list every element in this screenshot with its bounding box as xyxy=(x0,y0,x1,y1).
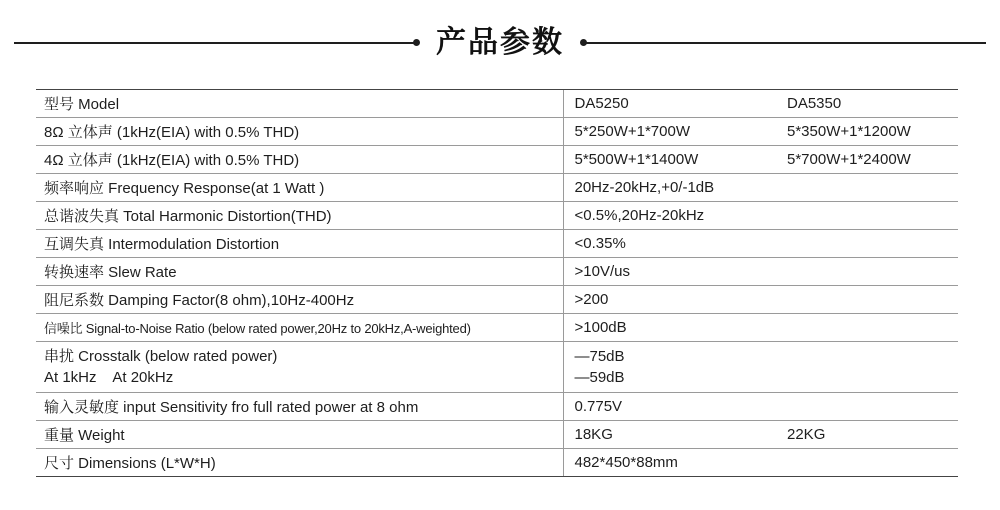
header-rule-left xyxy=(14,42,414,44)
table-row xyxy=(36,118,958,146)
table-row xyxy=(36,174,958,202)
spec-value: 5*500W+1*1400W xyxy=(563,146,787,174)
spec-value: >100dB xyxy=(563,314,958,342)
spec-value: <0.5%,20Hz-20kHz xyxy=(563,202,958,230)
spec-value: >10V/us xyxy=(563,258,958,286)
spec-label: 4Ω 立体声 (1kHz(EIA) with 0.5% THD) xyxy=(36,146,563,174)
spec-value-multiline xyxy=(563,342,958,393)
spec-label: 型号 Model xyxy=(36,90,563,118)
table-row xyxy=(36,393,958,421)
table-row xyxy=(36,286,958,314)
table-row xyxy=(36,342,958,393)
spec-value: —59dB xyxy=(574,369,625,386)
page-title: 产品参数 xyxy=(436,25,564,60)
spec-value: DA5250 xyxy=(563,90,787,118)
spec-value: <0.35% xyxy=(563,230,958,258)
spec-value: 482*450*88mm xyxy=(563,449,958,477)
table-row xyxy=(36,449,958,477)
spec-value: 20Hz-20kHz,+0/-1dB xyxy=(563,174,958,202)
spec-value: 5*250W+1*700W xyxy=(563,118,787,146)
spec-value: >200 xyxy=(563,286,958,314)
spec-label: 总谐波失真 Total Harmonic Distortion(THD) xyxy=(36,202,563,230)
spec-value: 0.775V xyxy=(563,393,958,421)
spec-value: 18KG xyxy=(563,421,787,449)
table-row xyxy=(36,146,958,174)
spec-label: 频率响应 Frequency Response(at 1 Watt ) xyxy=(36,174,563,202)
spec-label: 互调失真 Intermodulation Distortion xyxy=(36,230,563,258)
spec-label: 信噪比 Signal-to-Noise Ratio (below rated power,20Hz to 20kHz,A-weighted) xyxy=(36,314,563,342)
table-row xyxy=(36,230,958,258)
spec-label: 8Ω 立体声 (1kHz(EIA) with 0.5% THD) xyxy=(36,118,563,146)
spec-label: 转换速率 Slew Rate xyxy=(36,258,563,286)
spec-label: 重量 Weight xyxy=(36,421,563,449)
spec-value-alt: 5*700W+1*2400W xyxy=(787,146,958,174)
table-row xyxy=(36,90,958,118)
spec-value-alt: 22KG xyxy=(787,421,958,449)
table-row xyxy=(36,421,958,449)
spec-label: 输入灵敏度 input Sensitivity fro full rated power at 8 ohm xyxy=(36,393,563,421)
spec-label: 尺寸 Dimensions (L*W*H) xyxy=(36,449,563,477)
spec-table xyxy=(36,89,958,477)
spec-value: —75dB xyxy=(574,348,625,365)
spec-value-alt: DA5350 xyxy=(787,90,958,118)
spec-sublabel: At 1kHz At 20kHz xyxy=(44,369,174,386)
header-dot-left xyxy=(413,39,420,46)
spec-label-multiline xyxy=(36,342,563,393)
table-row xyxy=(36,314,958,342)
spec-label: 阻尼系数 Damping Factor(8 ohm),10Hz-400Hz xyxy=(36,286,563,314)
table-row xyxy=(36,202,958,230)
spec-value-alt: 5*350W+1*1200W xyxy=(787,118,958,146)
spec-label: 串扰 Crosstalk (below rated power) xyxy=(44,348,278,365)
table-row xyxy=(36,258,958,286)
header-rule-right xyxy=(584,42,986,44)
section-header xyxy=(0,20,1000,66)
